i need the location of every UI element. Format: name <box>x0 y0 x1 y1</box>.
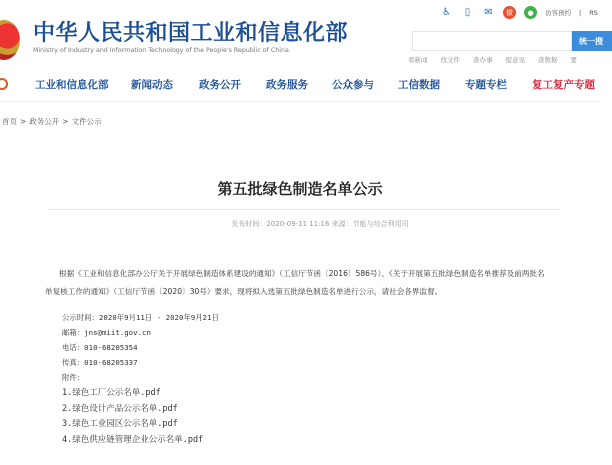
breadcrumb-sep: > <box>62 117 69 126</box>
attachments-label: 附件： <box>62 373 85 382</box>
divider <box>48 209 560 210</box>
contact-phone: 电话：010-68205354 <box>62 343 138 352</box>
nav-topics[interactable]: 专题专栏 <box>465 79 507 91</box>
breadcrumb-home[interactable]: 首页 <box>2 117 17 126</box>
nav-news[interactable]: 新闻动态 <box>131 79 173 91</box>
attachment-link[interactable]: 3.绿色工业园区公示名单.pdf <box>62 419 178 429</box>
nav-gov-services[interactable]: 政务服务 <box>266 79 308 91</box>
site-title[interactable]: 中华人民共和国工业和信息化部 <box>33 21 349 46</box>
search-button[interactable]: 统一搜 <box>572 31 612 51</box>
contact-email: 邮箱：jns@miit.gov.cn <box>62 328 151 337</box>
separator: | <box>579 8 582 17</box>
wechat-icon[interactable]: ● <box>524 6 537 19</box>
main-nav <box>0 74 600 102</box>
nav-miit[interactable]: 工业和信息化部 <box>35 79 109 91</box>
mobile-icon[interactable]: ▯ <box>464 7 471 18</box>
quick-link-more[interactable]: 要 <box>570 56 577 64</box>
breadcrumb-gov-affairs[interactable]: 政务公开 <box>29 117 60 126</box>
rss-link[interactable]: RS <box>589 8 598 17</box>
quick-link-news[interactable]: 看新闻 <box>408 56 428 64</box>
attachment-link[interactable]: 4.绿色供应链管理企业公示名单.pdf <box>62 435 204 445</box>
top-toolbar <box>440 6 598 19</box>
article-meta: 发布时间：2020-09-11 11:16 来源：节能与综合利用司 <box>231 220 409 228</box>
visitor-appointment-link[interactable]: 访客预约 <box>545 9 571 17</box>
attachment-link[interactable]: 2.绿色设计产品公示名单.pdf <box>62 404 178 414</box>
national-emblem-logo <box>0 20 20 60</box>
quick-link-services[interactable]: 查办事 <box>473 56 493 64</box>
site-subtitle: Ministry of Industry and Information Technology of the People's Republic of China <box>33 47 289 54</box>
accessibility-icon[interactable]: ♿ <box>442 7 451 18</box>
weibo-icon[interactable]: 微 <box>503 6 516 19</box>
notice-period: 公示时间：2020年9月11日 - 2020年9月21日 <box>62 313 219 322</box>
quick-link-files[interactable]: 找文件 <box>440 56 460 64</box>
breadcrumb-sep: > <box>20 117 27 126</box>
quick-links <box>408 55 577 64</box>
nav-gov-affairs[interactable]: 政务公开 <box>199 79 241 91</box>
article-title: 第五批绿色制造名单公示 <box>217 180 383 198</box>
nav-public[interactable]: 公众参与 <box>332 79 374 91</box>
breadcrumb <box>2 116 105 127</box>
contact-fax: 传真：010-68205337 <box>62 358 138 367</box>
breadcrumb-file-notice[interactable]: 文件公示 <box>71 117 102 126</box>
nav-resume-work[interactable]: 复工复产专题 <box>532 79 595 91</box>
nav-data[interactable]: 工信数据 <box>398 79 440 91</box>
article-paragraph: 根据《工业和信息化部办公厅关于开展绿色制造体系建设的通知》（工信厅节函〔2016〕586号）、《关于开展第五批绿色制造名单推荐及前两批名单复核工作的通知》（工信厅节函〔2020〕30号）要求，现将拟入选第五批绿色制造名单进行公示，请社会各界监督。 <box>45 269 545 296</box>
gear-logo-icon <box>0 78 8 90</box>
attachment-link[interactable]: 1.绿色工厂公示名单.pdf <box>62 388 161 398</box>
mail-icon[interactable]: ✉ <box>484 7 493 18</box>
quick-link-data[interactable]: 查数据 <box>538 56 558 64</box>
search-input[interactable] <box>412 31 572 51</box>
quick-link-feedback[interactable]: 提意见 <box>505 56 525 64</box>
